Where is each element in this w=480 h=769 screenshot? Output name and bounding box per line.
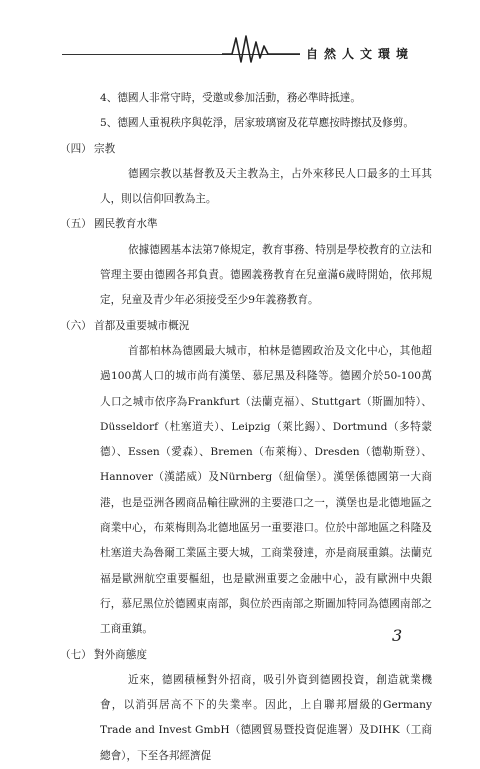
section-title: 宗教: [94, 142, 116, 155]
page-number: 3: [392, 626, 403, 645]
header-title: 自然人文環境: [300, 44, 430, 64]
section-title: 國民教育水準: [94, 218, 158, 231]
section-title: 對外商態度: [94, 648, 147, 661]
list-item-5: 5、德國人重視秩序與乾淨，居家玻璃窗及花草應按時擦拭及修剪。: [100, 117, 414, 130]
body-paragraph-foreign-business: 近來，德國積極對外招商，吸引外資到德國投資，創造就業機會，以消弭居高不下的失業率。因此，上自聯邦層級的Germany Trade and Invest GmbH（德國貿易暨投資促進署）及DIHK（工商總會），下至各邦經濟促: [100, 673, 432, 762]
page-content: [60, 86, 432, 769]
section-heading-education: [60, 212, 432, 237]
section-number: （五）: [60, 218, 92, 231]
section-heading-cities: [60, 314, 432, 339]
section-number: （七）: [60, 648, 92, 661]
section-title: 首都及重要城市概況: [94, 319, 190, 332]
section-heading-foreign-business: [60, 643, 432, 668]
body-paragraph-education: 依據德國基本法第7條規定，教育事務、特別是學校教育的立法和管理主要由德國各邦負責。德國義務教育在兒童滿6歲時開始，依邦規定，兒童及青少年必須接受至少9年義務教育。: [100, 243, 432, 307]
page-header: [0, 0, 480, 70]
section-number: （六）: [60, 319, 92, 332]
body-paragraph-religion: 德國宗教以基督教及天主教為主，占外來移民人口最多的土耳其人，則以信仰回教為主。: [100, 167, 432, 206]
body-paragraph-cities: 首都柏林為德國最大城市，柏林是德國政治及文化中心，其他超過100萬人口的城市尚有漢堡、慕尼黑及科隆等。德國介於50-100萬人口之城市依序為Frankfurt（法蘭克福）、Stuttgart（斯圖加特）、Düsseldorf（杜塞道夫）、Leipzig（萊比錫）、Dortmund（多特蒙德）、Essen（愛森）、Bremen（布萊梅）、Dresden（德勒斯登）、Hannover（漢諾威）及Nürnberg（紐倫堡）。漢堡係德國第一大商港，也是亞洲各國商品輸往歐洲的主要港口之一，漢堡也是北德地區之商業中心，布萊梅則為北德地區另一重要港口。位於中部地區之科隆及杜塞道夫為魯爾工業區主要大城，工商業發達，亦是商展重鎮。法蘭克福是歐洲航空重要樞紐，也是歐洲重要之金融中心，設有歐洲中央銀行，慕尼黑位於德國東南部，與位於西南部之斯圖加特同為德國南部之工商重鎮。: [100, 344, 432, 636]
section-heading-religion: [60, 137, 432, 162]
section-number: （四）: [60, 142, 92, 155]
heartbeat-wave-icon: [222, 32, 302, 66]
list-item-4: 4、德國人非常守時，受邀或參加活動，務必準時抵達。: [100, 92, 361, 104]
